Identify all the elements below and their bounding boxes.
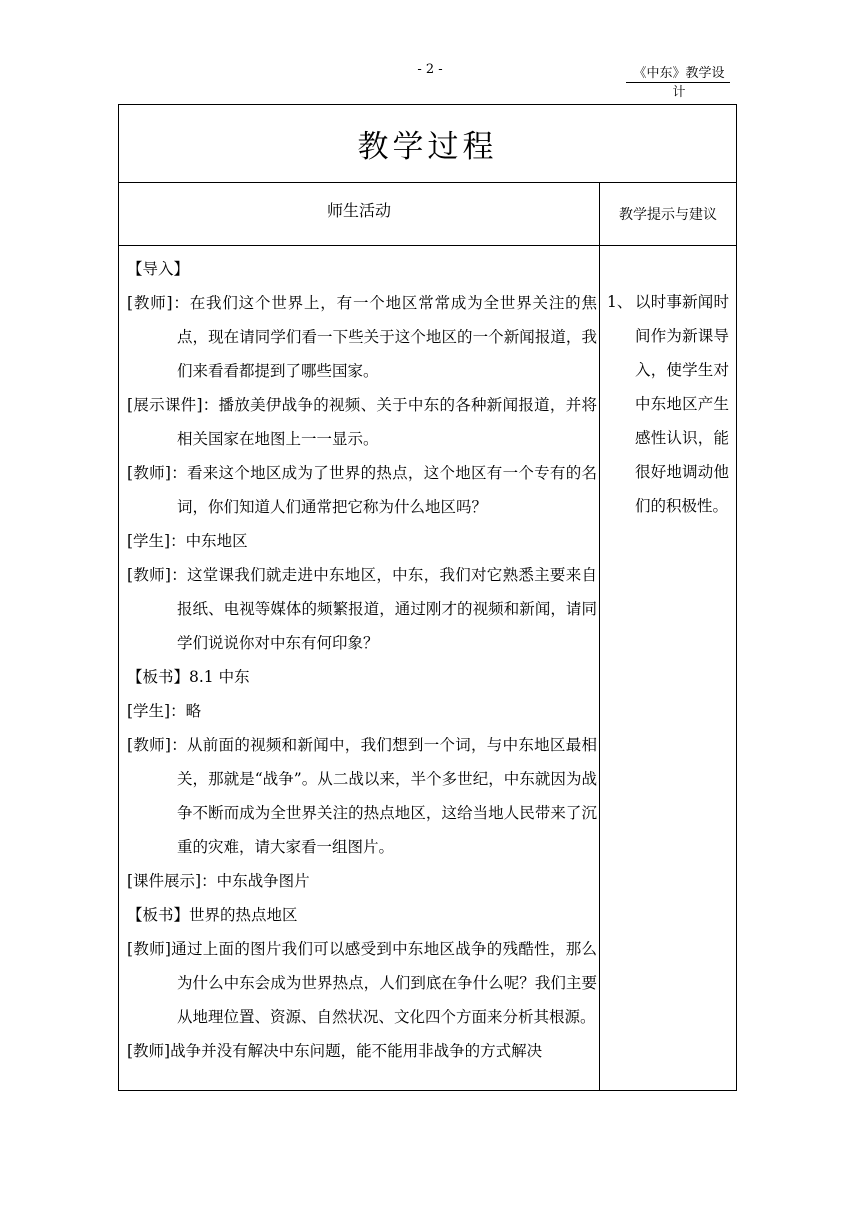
activity-paragraph: [教师]通过上面的图片我们可以感受到中东地区战争的残酷性，那么为什么中东会成为世界热点，人们到底在争什么呢？我们主要从地理位置、资源、自然状况、文化四个方面来分析其根源。 xyxy=(127,940,597,1026)
column-divider xyxy=(599,182,600,1090)
activity-paragraph: [教师]战争并没有解决中东问题，能不能用非战争的方式解决 xyxy=(127,1042,543,1060)
activities-cell xyxy=(127,252,597,1068)
header-underline xyxy=(626,82,730,83)
table-heading: 教学过程 xyxy=(357,129,498,165)
activity-paragraph: [教师]：看来这个地区成为了世界的热点，这个地区有一个专有的名词，你们知道人们通常把它称为什么地区吗？ xyxy=(127,464,597,516)
section-label-intro: 【导入】 xyxy=(127,260,190,278)
page-number: - 2 - xyxy=(417,62,443,77)
board-note: 【板书】世界的热点地区 xyxy=(127,906,298,924)
table-heading-row xyxy=(119,105,736,183)
activity-paragraph: [教师]：在我们这个世界上，有一个地区常常成为全世界关注的焦点，现在请同学们看一下些关于这个地区的一个新闻报道，我们来看看都提到了哪些国家。 xyxy=(127,294,597,380)
activity-paragraph: [教师]：这堂课我们就走进中东地区，中东，我们对它熟悉主要来自报纸、电视等媒体的频繁报道，通过刚才的视频和新闻，请同学们说说你对中东有何印象？ xyxy=(127,566,597,652)
board-note: 【板书】8.1 中东 xyxy=(127,668,250,686)
activity-paragraph: [学生]：中东地区 xyxy=(127,532,248,550)
tip-text: 以时事新闻时间作为新课导入，使学生对中东地区产生感性认识，能很好地调动他们的积极性。 xyxy=(635,293,729,515)
column-header-row xyxy=(119,182,736,246)
tip-number: 1、 xyxy=(607,293,633,311)
activity-paragraph: [展示课件]：播放美伊战争的视频、关于中东的各种新闻报道，并将相关国家在地图上一一显示。 xyxy=(127,396,597,448)
activity-paragraph: [学生]：略 xyxy=(127,702,202,720)
lesson-table xyxy=(118,104,737,1091)
activity-paragraph: [课件展示]：中东战争图片 xyxy=(127,872,310,890)
column-header-tips: 教学提示与建议 xyxy=(619,206,717,223)
document-title: 《中东》教学设计 xyxy=(633,66,725,100)
column-header-activities: 师生活动 xyxy=(326,201,391,220)
activity-paragraph: [教师]：从前面的视频和新闻中，我们想到一个词，与中东地区最相关，那就是“战争”。从二战以来，半个多世纪，中东就因为战争不断而成为全世界关注的热点地区，这给当地人民带来了沉重的灾难，请大家看一组图片。 xyxy=(127,736,597,856)
